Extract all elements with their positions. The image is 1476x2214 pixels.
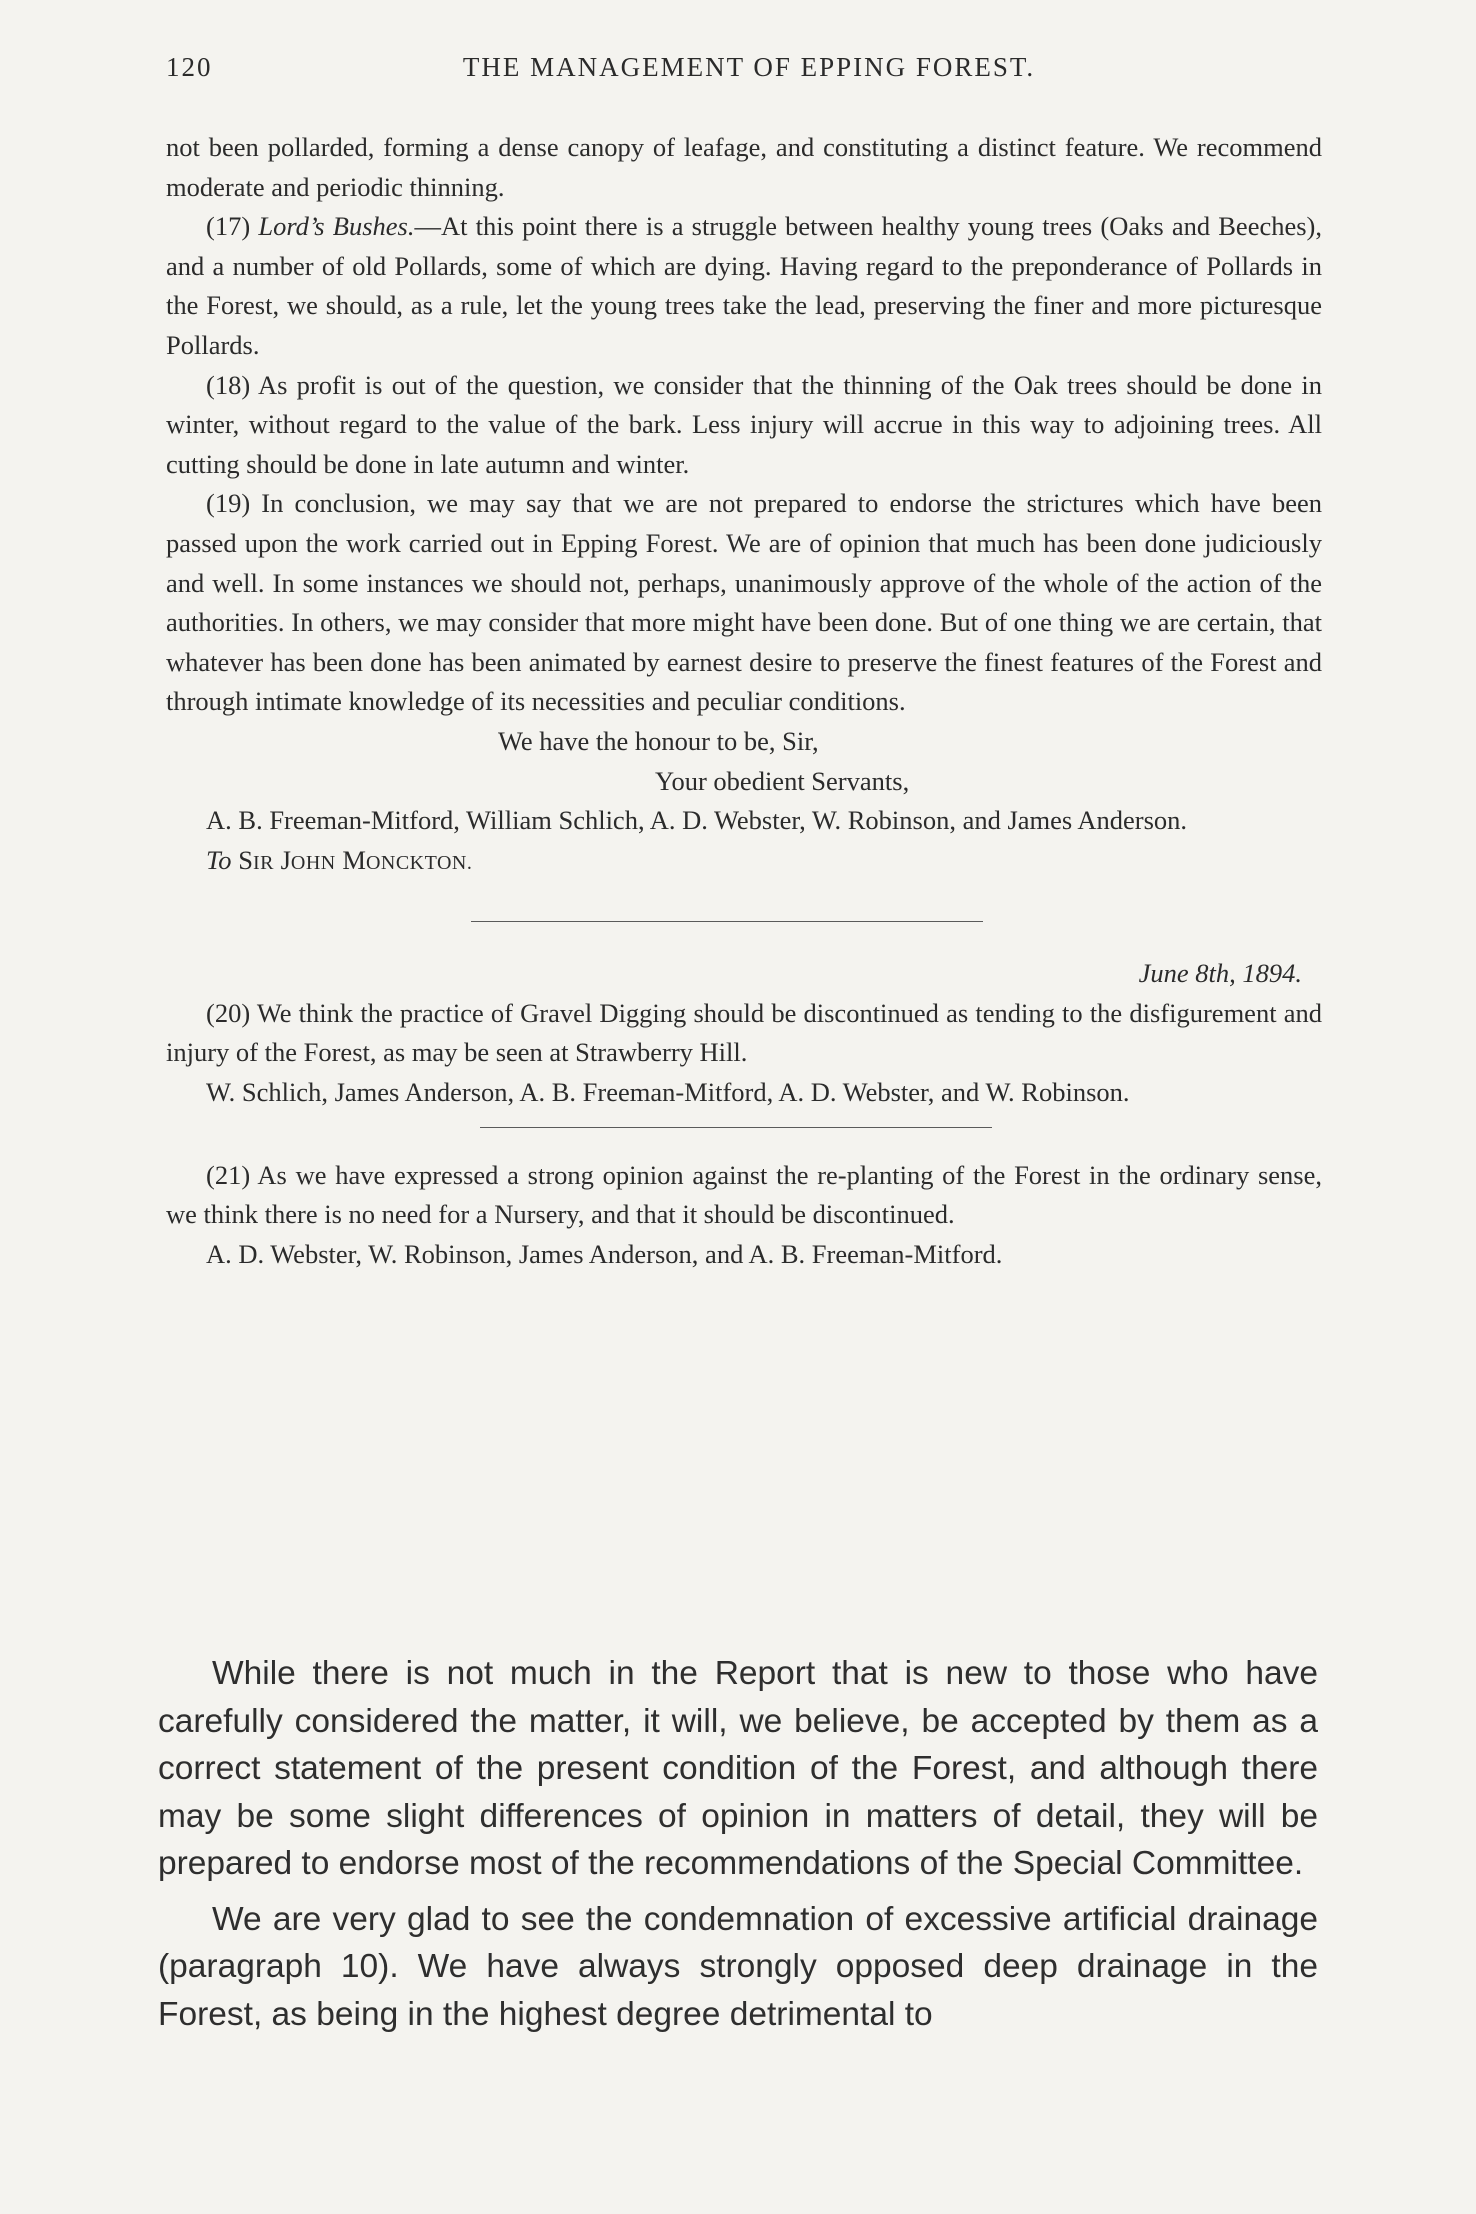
address-to: To	[206, 844, 232, 875]
address-j-rest: OHN	[290, 851, 336, 874]
signatories: A. B. Freeman-Mitford, William Schlich, A. D. Webster, W. Robinson, and James Anderson.	[206, 805, 1188, 836]
closing-servants: Your obedient Servants,	[655, 765, 910, 796]
address-s-cap: S	[238, 844, 253, 875]
section-divider	[471, 921, 983, 922]
address-line	[166, 841, 1322, 884]
paragraph-21: (21) As we have expressed a strong opinion against the re-planting of the Forest in the ordinary sense, we think there is no need for a Nursery, and that it should be discontinued.	[166, 1159, 1322, 1230]
commentary-paragraph-1: While there is not much in the Report that is new to those who have carefully considered the matter, it will, we believe, be accepted by them as a correct statement of the present condition of the Forest, and although there may be some slight differences of opinion in matters of detail, they will be prepared to endorse most of the recommendations of the Special Committee.	[158, 1655, 1318, 1882]
address-m-rest: ONCKTON.	[365, 851, 473, 874]
paragraph-17-number: (17)	[206, 211, 259, 242]
editorial-commentary	[158, 1650, 1318, 2038]
commentary-paragraph-2: We are very glad to see the condemnation of excessive artificial drainage (paragraph 10). We have always strongly opposed deep drainage in the Forest, as being in the highest degree detrimental to	[158, 1900, 1318, 2033]
paragraph-17-title: Lord’s Bushes.	[258, 211, 415, 242]
paragraph-17	[166, 207, 1322, 365]
page-header	[166, 52, 1332, 92]
closing-salutation: We have the honour to be, Sir,	[498, 725, 819, 756]
paragraph-19: (19) In conclusion, we may say that we are not prepared to endorse the strictures which have been passed upon the work carried out in Epping Forest. We are of opinion that much has been done judiciously and well. In some instances we should not, perhaps, unanimously approve of the whole of the action of the authorities. In others, we may consider that more might have been done. But of one thing we are certain, that whatever has been done has been animated by earnest desire to preserve the finest features of the Forest and through intimate knowledge of its necessities and peculiar conditions.	[166, 488, 1322, 717]
paragraph-20: (20) We think the practice of Gravel Digging should be discontinued as tending to the disfigurement and injury of the Forest, as may be seen at Strawberry Hill.	[166, 997, 1322, 1068]
address-j-cap: J	[280, 844, 291, 875]
signatories-20: W. Schlich, James Anderson, A. B. Freeman-Mitford, A. D. Webster, and W. Robinson.	[206, 1077, 1130, 1108]
address-m-cap: M	[342, 844, 366, 875]
report-date: June 8th, 1894.	[1138, 958, 1302, 989]
committee-report	[166, 128, 1322, 1274]
paragraph-17-text: —At this point there is a struggle between healthy young trees (Oaks and Beeches), and a number of old Pollards, some of which are dying. Having regard to the preponderance of Pollards in the Forest, we should, as a rule, let the young trees take the lead, preserving the finer and more picturesque Pollards.	[166, 211, 1322, 360]
address-s-rest: IR	[252, 851, 274, 874]
page-number: 120	[166, 52, 213, 82]
running-title: THE MANAGEMENT OF EPPING FOREST.	[462, 52, 1036, 82]
signatories-21: A. D. Webster, W. Robinson, James Anderson, and A. B. Freeman-Mitford.	[206, 1238, 1003, 1269]
paragraph-18: (18) As profit is out of the question, we consider that the thinning of the Oak trees should be done in winter, without regard to the value of the bark. Less injury will accrue in this way to adjoining trees. All cutting should be done in late autumn and winter.	[166, 369, 1322, 479]
paragraph-continued: not been pollarded, forming a dense canopy of leafage, and constituting a distinct feature. We recommend moderate and periodic thinning.	[166, 132, 1322, 202]
